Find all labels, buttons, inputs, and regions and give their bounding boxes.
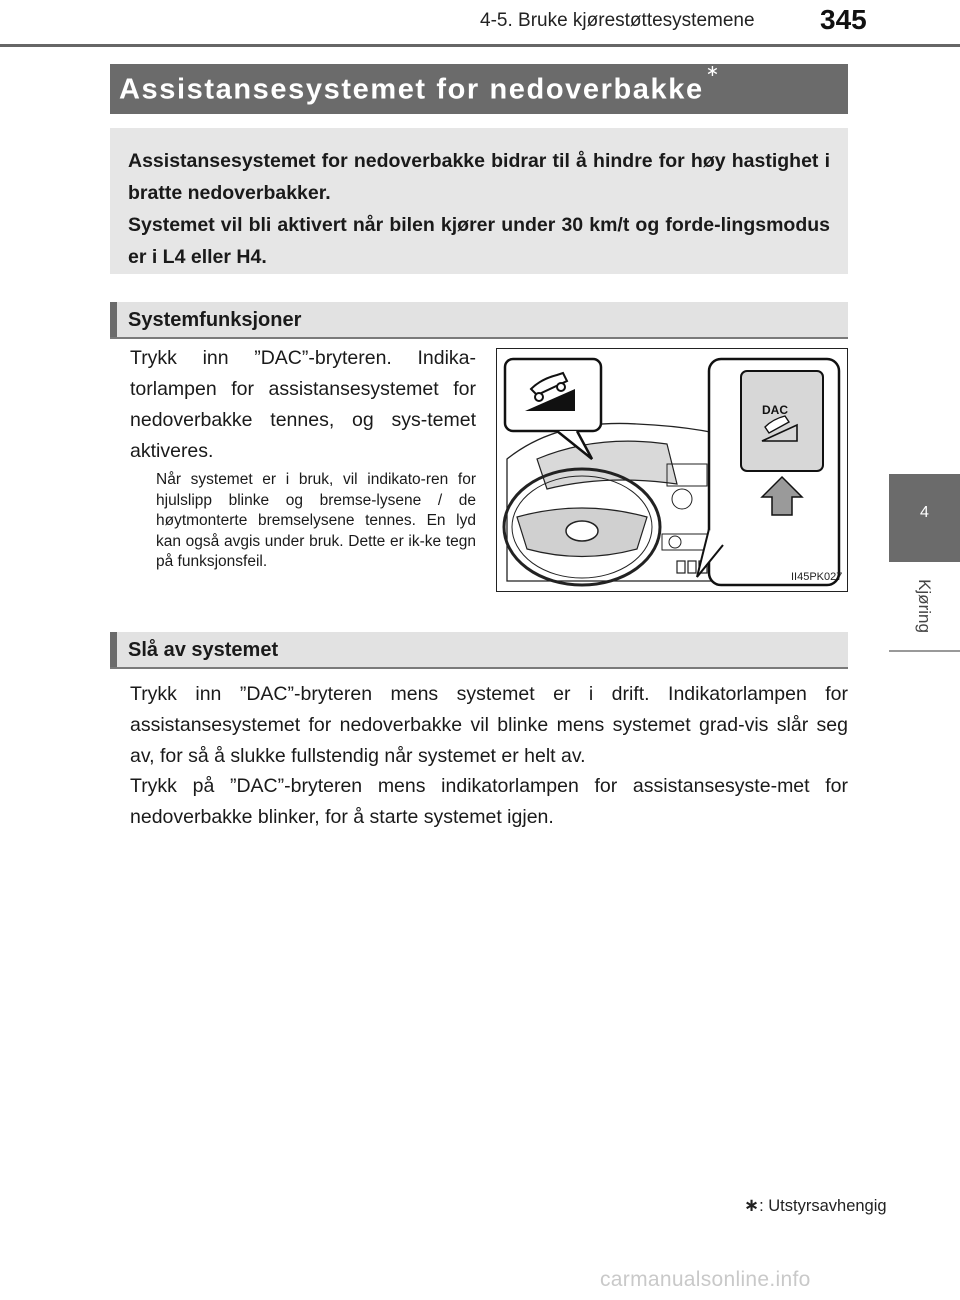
dashboard-drawing: [497, 349, 846, 590]
watermark: carmanualsonline.info: [600, 1268, 811, 1291]
turn-off-paragraph-1: Trykk inn ”DAC”-bryteren mens systemet er i drift. Indikatorlampen for assistansesystemet for nedoverbakke vil blinke mens systemet grad-vis slår seg av, for så å slukke fullstendig når systemet er helt av.: [130, 683, 848, 767]
illustration-code: II45PK027: [791, 571, 843, 583]
chapter-rule: [889, 650, 960, 652]
footnote: [744, 1195, 887, 1216]
intro-box: [110, 128, 848, 274]
control-knob: [672, 489, 692, 509]
page-title: [119, 63, 721, 107]
chapter-tab: [889, 474, 960, 562]
intro-line-1: Assistansesystemet for nedoverbakke bidrar til å hindre for høy hastighet i bratte nedoverbakker.: [128, 150, 830, 204]
footnote-text: : Utstyrsavhengig: [759, 1197, 887, 1215]
header-rule: [0, 44, 960, 47]
running-header-section: 4-5. Bruke kjørestøttesystemene: [480, 10, 755, 31]
system-functions-paragraph: Trykk inn ”DAC”-bryteren. Indika-torlampen for assistansesystemet for nedoverbakke tennes, og sys-temet aktiveres.: [130, 347, 476, 462]
section-header-system-functions: [110, 302, 848, 339]
intro-line-2: Systemet vil bli aktivert når bilen kjører under 30 km/t og forde-lingsmodus er i L4 eller H4.: [128, 214, 830, 268]
instrument-cluster: [537, 441, 677, 489]
turn-off-paragraph-2: Trykk på ”DAC”-bryteren mens indikatorlampen for assistansesyste-met for nedoverbakke blinker, for å starte systemet igjen.: [130, 775, 848, 828]
footnote-marker: ∗: [744, 1195, 760, 1215]
section-heading: Slå av systemet: [128, 639, 279, 661]
chapter-label-container: [896, 566, 952, 646]
title-marker: ∗: [705, 63, 721, 80]
page-title-text: Assistansesystemet for nedoverbakke: [119, 73, 704, 106]
title-bar: [110, 64, 848, 114]
page-number: 345: [820, 4, 867, 35]
section-header-turn-off: [110, 632, 848, 669]
section-heading: Systemfunksjoner: [128, 309, 302, 331]
indicator-callout-box: [505, 359, 601, 431]
system-functions-note: Når systemet er i bruk, vil indikato-ren for hjulslipp blinke og bremse-lysene / de høytmonterte bremselysene tennes. En lyd kan også avgis under bruk. Dette er ik-ke tegn på funksjonsfeil.: [156, 471, 476, 570]
dac-switch-label: DAC: [762, 403, 788, 417]
chapter-number: 4: [920, 504, 929, 521]
steering-logo: [566, 521, 598, 541]
dashboard-illustration: [496, 348, 848, 592]
chapter-label: Kjøring: [915, 579, 934, 633]
